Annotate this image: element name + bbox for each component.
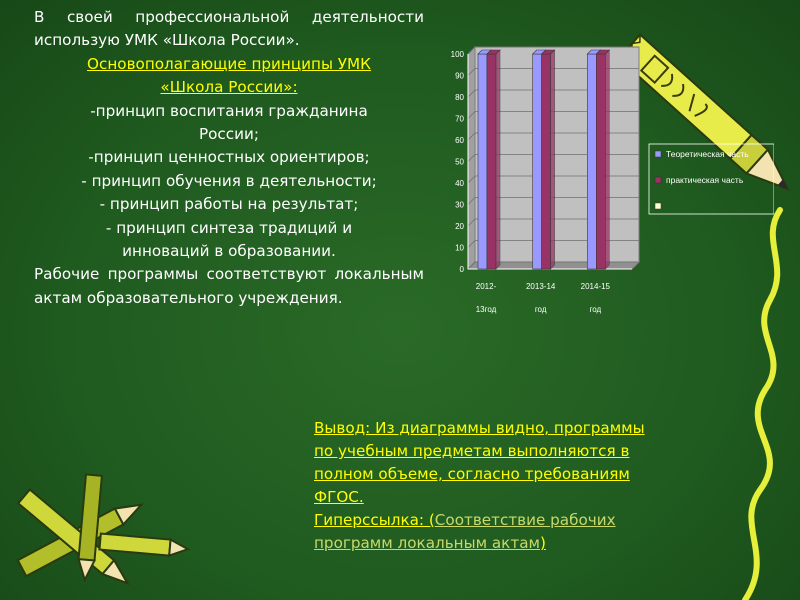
principle-item: - принцип синтеза традиций и (105, 218, 353, 237)
legend-swatch (655, 203, 661, 209)
principle-item: -принцип воспитания гражданина (90, 101, 368, 120)
principle-item: -принцип ценностных ориентиров; (88, 148, 370, 167)
bar-side (551, 50, 555, 269)
principles-heading-line2: «Школа России»: (160, 78, 298, 97)
x-tick-label: год (534, 305, 547, 314)
programs-paragraph: Рабочие программы соответствуют локальным актам образовательного учреждения. (34, 265, 424, 307)
x-tick-label: 13год (475, 305, 497, 314)
principle-item: - принцип обучения в деятельности; (81, 171, 377, 190)
intro-paragraph: В своей профессиональной деятельности использую УМК «Школа России». (34, 8, 424, 50)
legend-swatch (655, 151, 661, 157)
legend-label: практическая часть (666, 175, 744, 185)
conclusion-line: Вывод: Из диаграммы видно, программы (314, 419, 645, 437)
hyperlink-link[interactable]: Соответствие рабочих (434, 511, 616, 529)
y-tick-label: 100 (450, 50, 464, 59)
y-tick-label: 60 (455, 136, 464, 145)
bar (596, 54, 605, 269)
bar (487, 54, 496, 269)
y-tick-label: 70 (455, 114, 464, 124)
principle-item: инноваций в образовании. (122, 242, 336, 261)
legend-swatch (655, 177, 661, 183)
bar-chart (444, 44, 774, 324)
y-tick-label: 40 (455, 179, 464, 188)
bar (533, 54, 542, 269)
principle-item: России; (198, 125, 259, 144)
legend-label: Теоретическая часть (666, 149, 749, 159)
conclusion-line: по учебным предметам выполняются в (314, 442, 630, 460)
x-tick-label: год (589, 305, 602, 314)
y-tick-label: 20 (455, 222, 464, 231)
bar-chart-svg (444, 44, 774, 324)
bar (587, 54, 596, 269)
y-tick-label: 30 (455, 200, 464, 210)
conclusion-line: полном объеме, согласно требованиям (314, 465, 630, 483)
x-tick-label: 2013-14 (525, 282, 556, 291)
bar (478, 54, 487, 269)
hyperlink-prefix: Гиперссылка: ( (314, 511, 435, 529)
x-tick-label: 2012- (475, 282, 497, 291)
y-tick-label: 50 (455, 157, 464, 167)
hyperlink-row (314, 532, 724, 555)
hyperlink-row (314, 509, 724, 532)
x-tick-label: 2014-15 (580, 282, 611, 291)
bar (542, 54, 551, 269)
y-tick-label: 10 (455, 243, 464, 253)
conclusion-line: ФГОС. (314, 488, 364, 506)
hyperlink-link[interactable]: программ локальным актам (314, 534, 540, 552)
conclusion-block (314, 417, 724, 555)
y-tick-label: 90 (455, 71, 464, 81)
bar-side (496, 50, 500, 269)
principles-text-block (34, 6, 424, 310)
y-tick-label: 80 (455, 93, 464, 102)
y-tick-label: 0 (459, 265, 464, 274)
bar-side (605, 50, 609, 269)
hyperlink-suffix: ) (539, 534, 546, 552)
principle-item: - принцип работы на результат; (99, 195, 359, 214)
principles-heading-line1: Основополагающие принципы УМК (87, 54, 371, 73)
